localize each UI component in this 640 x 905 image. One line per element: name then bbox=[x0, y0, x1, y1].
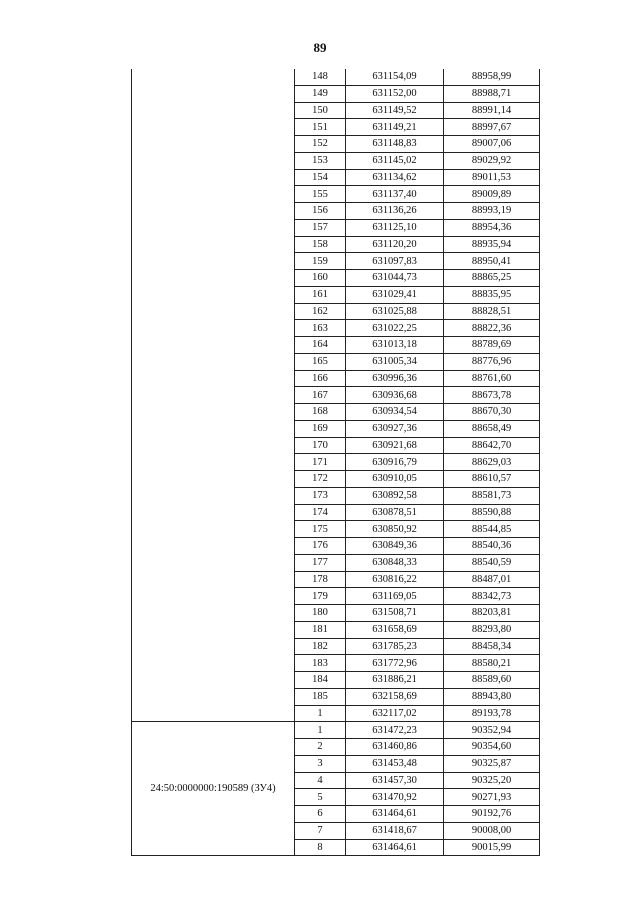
x-coordinate-cell: 630816,22 bbox=[346, 571, 444, 588]
point-number-cell: 1 bbox=[295, 705, 346, 722]
y-coordinate-cell: 88865,25 bbox=[444, 270, 540, 287]
point-number-cell: 150 bbox=[295, 102, 346, 119]
x-coordinate-cell: 631154,09 bbox=[346, 69, 444, 85]
y-coordinate-cell: 88203,81 bbox=[444, 605, 540, 622]
point-number-cell: 1 bbox=[295, 722, 346, 739]
table-row bbox=[132, 69, 540, 85]
y-coordinate-cell: 88822,36 bbox=[444, 320, 540, 337]
y-coordinate-cell: 90354,60 bbox=[444, 739, 540, 756]
table-row bbox=[132, 722, 540, 739]
x-coordinate-cell: 630850,92 bbox=[346, 521, 444, 538]
x-coordinate-cell: 630892,58 bbox=[346, 487, 444, 504]
point-number-cell: 183 bbox=[295, 655, 346, 672]
x-coordinate-cell: 630927,36 bbox=[346, 420, 444, 437]
x-coordinate-cell: 630849,36 bbox=[346, 538, 444, 555]
x-coordinate-cell: 631137,40 bbox=[346, 186, 444, 203]
x-coordinate-cell: 632117,02 bbox=[346, 705, 444, 722]
point-number-cell: 155 bbox=[295, 186, 346, 203]
x-coordinate-cell: 630916,79 bbox=[346, 454, 444, 471]
y-coordinate-cell: 88954,36 bbox=[444, 219, 540, 236]
y-coordinate-cell: 88761,60 bbox=[444, 370, 540, 387]
point-number-cell: 4 bbox=[295, 772, 346, 789]
x-coordinate-cell: 632158,69 bbox=[346, 688, 444, 705]
y-coordinate-cell: 90015,99 bbox=[444, 839, 540, 856]
y-coordinate-cell: 90192,76 bbox=[444, 806, 540, 823]
point-number-cell: 164 bbox=[295, 337, 346, 354]
y-coordinate-cell: 89011,53 bbox=[444, 169, 540, 186]
y-coordinate-cell: 88540,59 bbox=[444, 554, 540, 571]
y-coordinate-cell: 88835,95 bbox=[444, 286, 540, 303]
y-coordinate-cell: 89009,89 bbox=[444, 186, 540, 203]
x-coordinate-cell: 631464,61 bbox=[346, 839, 444, 856]
point-number-cell: 157 bbox=[295, 219, 346, 236]
x-coordinate-cell: 631029,41 bbox=[346, 286, 444, 303]
point-number-cell: 7 bbox=[295, 822, 346, 839]
y-coordinate-cell: 88342,73 bbox=[444, 588, 540, 605]
x-coordinate-cell: 631772,96 bbox=[346, 655, 444, 672]
point-number-cell: 156 bbox=[295, 203, 346, 220]
x-coordinate-cell: 630936,68 bbox=[346, 387, 444, 404]
y-coordinate-cell: 88673,78 bbox=[444, 387, 540, 404]
y-coordinate-cell: 88991,14 bbox=[444, 102, 540, 119]
y-coordinate-cell: 88997,67 bbox=[444, 119, 540, 136]
x-coordinate-cell: 631457,30 bbox=[346, 772, 444, 789]
y-coordinate-cell: 88580,21 bbox=[444, 655, 540, 672]
x-coordinate-cell: 631472,23 bbox=[346, 722, 444, 739]
y-coordinate-cell: 88828,51 bbox=[444, 303, 540, 320]
y-coordinate-cell: 88958,99 bbox=[444, 69, 540, 85]
point-number-cell: 174 bbox=[295, 504, 346, 521]
x-coordinate-cell: 631145,02 bbox=[346, 152, 444, 169]
x-coordinate-cell: 631044,73 bbox=[346, 270, 444, 287]
parcel-id-cell bbox=[132, 722, 295, 856]
point-number-cell: 161 bbox=[295, 286, 346, 303]
y-coordinate-cell: 88988,71 bbox=[444, 85, 540, 102]
point-number-cell: 169 bbox=[295, 420, 346, 437]
coordinates-table bbox=[131, 69, 540, 856]
x-coordinate-cell: 631470,92 bbox=[346, 789, 444, 806]
x-coordinate-cell: 631022,25 bbox=[346, 320, 444, 337]
x-coordinate-cell: 631134,62 bbox=[346, 169, 444, 186]
x-coordinate-cell: 630878,51 bbox=[346, 504, 444, 521]
point-number-cell: 179 bbox=[295, 588, 346, 605]
y-coordinate-cell: 88589,60 bbox=[444, 672, 540, 689]
point-number-cell: 171 bbox=[295, 454, 346, 471]
y-coordinate-cell: 88610,57 bbox=[444, 471, 540, 488]
y-coordinate-cell: 88789,69 bbox=[444, 337, 540, 354]
point-number-cell: 6 bbox=[295, 806, 346, 823]
point-number-cell: 158 bbox=[295, 236, 346, 253]
x-coordinate-cell: 631025,88 bbox=[346, 303, 444, 320]
y-coordinate-cell: 89029,92 bbox=[444, 152, 540, 169]
y-coordinate-cell: 88658,49 bbox=[444, 420, 540, 437]
x-coordinate-cell: 631785,23 bbox=[346, 638, 444, 655]
y-coordinate-cell: 88670,30 bbox=[444, 404, 540, 421]
y-coordinate-cell: 90352,94 bbox=[444, 722, 540, 739]
y-coordinate-cell: 88935,94 bbox=[444, 236, 540, 253]
point-number-cell: 178 bbox=[295, 571, 346, 588]
y-coordinate-cell: 88993,19 bbox=[444, 203, 540, 220]
x-coordinate-cell: 630934,54 bbox=[346, 404, 444, 421]
x-coordinate-cell: 631152,00 bbox=[346, 85, 444, 102]
point-number-cell: 172 bbox=[295, 471, 346, 488]
y-coordinate-cell: 88590,88 bbox=[444, 504, 540, 521]
x-coordinate-cell: 631013,18 bbox=[346, 337, 444, 354]
y-coordinate-cell: 90271,93 bbox=[444, 789, 540, 806]
point-number-cell: 180 bbox=[295, 605, 346, 622]
point-number-cell: 176 bbox=[295, 538, 346, 555]
point-number-cell: 185 bbox=[295, 688, 346, 705]
y-coordinate-cell: 89193,78 bbox=[444, 705, 540, 722]
y-coordinate-cell: 88487,01 bbox=[444, 571, 540, 588]
point-number-cell: 175 bbox=[295, 521, 346, 538]
x-coordinate-cell: 631148,83 bbox=[346, 136, 444, 153]
x-coordinate-cell: 630996,36 bbox=[346, 370, 444, 387]
point-number-cell: 154 bbox=[295, 169, 346, 186]
parcel-id-cell bbox=[132, 69, 295, 722]
point-number-cell: 151 bbox=[295, 119, 346, 136]
x-coordinate-cell: 631005,34 bbox=[346, 353, 444, 370]
point-number-cell: 159 bbox=[295, 253, 346, 270]
point-number-cell: 2 bbox=[295, 739, 346, 756]
x-coordinate-cell: 631464,61 bbox=[346, 806, 444, 823]
y-coordinate-cell: 88540,36 bbox=[444, 538, 540, 555]
point-number-cell: 184 bbox=[295, 672, 346, 689]
y-coordinate-cell: 88458,34 bbox=[444, 638, 540, 655]
point-number-cell: 165 bbox=[295, 353, 346, 370]
point-number-cell: 177 bbox=[295, 554, 346, 571]
x-coordinate-cell: 631453,48 bbox=[346, 755, 444, 772]
x-coordinate-cell: 631508,71 bbox=[346, 605, 444, 622]
point-number-cell: 5 bbox=[295, 789, 346, 806]
x-coordinate-cell: 631149,21 bbox=[346, 119, 444, 136]
parcel-id: 24:50:0000000:190589 (ЗУ4) bbox=[150, 783, 276, 795]
y-coordinate-cell: 90325,87 bbox=[444, 755, 540, 772]
point-number-cell: 152 bbox=[295, 136, 346, 153]
x-coordinate-cell: 630921,68 bbox=[346, 437, 444, 454]
point-number-cell: 167 bbox=[295, 387, 346, 404]
x-coordinate-cell: 631149,52 bbox=[346, 102, 444, 119]
x-coordinate-cell: 631136,26 bbox=[346, 203, 444, 220]
y-coordinate-cell: 88950,41 bbox=[444, 253, 540, 270]
y-coordinate-cell: 88629,03 bbox=[444, 454, 540, 471]
point-number-cell: 162 bbox=[295, 303, 346, 320]
x-coordinate-cell: 630910,05 bbox=[346, 471, 444, 488]
page-number: 89 bbox=[313, 40, 327, 55]
point-number-cell: 163 bbox=[295, 320, 346, 337]
y-coordinate-cell: 88293,80 bbox=[444, 621, 540, 638]
x-coordinate-cell: 631886,21 bbox=[346, 672, 444, 689]
y-coordinate-cell: 88544,85 bbox=[444, 521, 540, 538]
point-number-cell: 153 bbox=[295, 152, 346, 169]
point-number-cell: 168 bbox=[295, 404, 346, 421]
y-coordinate-cell: 88943,80 bbox=[444, 688, 540, 705]
y-coordinate-cell: 88642,70 bbox=[444, 437, 540, 454]
x-coordinate-cell: 631460,86 bbox=[346, 739, 444, 756]
point-number-cell: 3 bbox=[295, 755, 346, 772]
point-number-cell: 173 bbox=[295, 487, 346, 504]
point-number-cell: 148 bbox=[295, 69, 346, 85]
point-number-cell: 182 bbox=[295, 638, 346, 655]
point-number-cell: 149 bbox=[295, 85, 346, 102]
y-coordinate-cell: 90325,20 bbox=[444, 772, 540, 789]
x-coordinate-cell: 631120,20 bbox=[346, 236, 444, 253]
y-coordinate-cell: 88776,96 bbox=[444, 353, 540, 370]
x-coordinate-cell: 631125,10 bbox=[346, 219, 444, 236]
point-number-cell: 166 bbox=[295, 370, 346, 387]
x-coordinate-cell: 631418,67 bbox=[346, 822, 444, 839]
point-number-cell: 181 bbox=[295, 621, 346, 638]
y-coordinate-cell: 89007,06 bbox=[444, 136, 540, 153]
y-coordinate-cell: 90008,00 bbox=[444, 822, 540, 839]
point-number-cell: 170 bbox=[295, 437, 346, 454]
point-number-cell: 8 bbox=[295, 839, 346, 856]
x-coordinate-cell: 631097,83 bbox=[346, 253, 444, 270]
y-coordinate-cell: 88581,73 bbox=[444, 487, 540, 504]
x-coordinate-cell: 631658,69 bbox=[346, 621, 444, 638]
x-coordinate-cell: 630848,33 bbox=[346, 554, 444, 571]
point-number-cell: 160 bbox=[295, 270, 346, 287]
coordinates-table-body bbox=[132, 69, 540, 856]
x-coordinate-cell: 631169,05 bbox=[346, 588, 444, 605]
